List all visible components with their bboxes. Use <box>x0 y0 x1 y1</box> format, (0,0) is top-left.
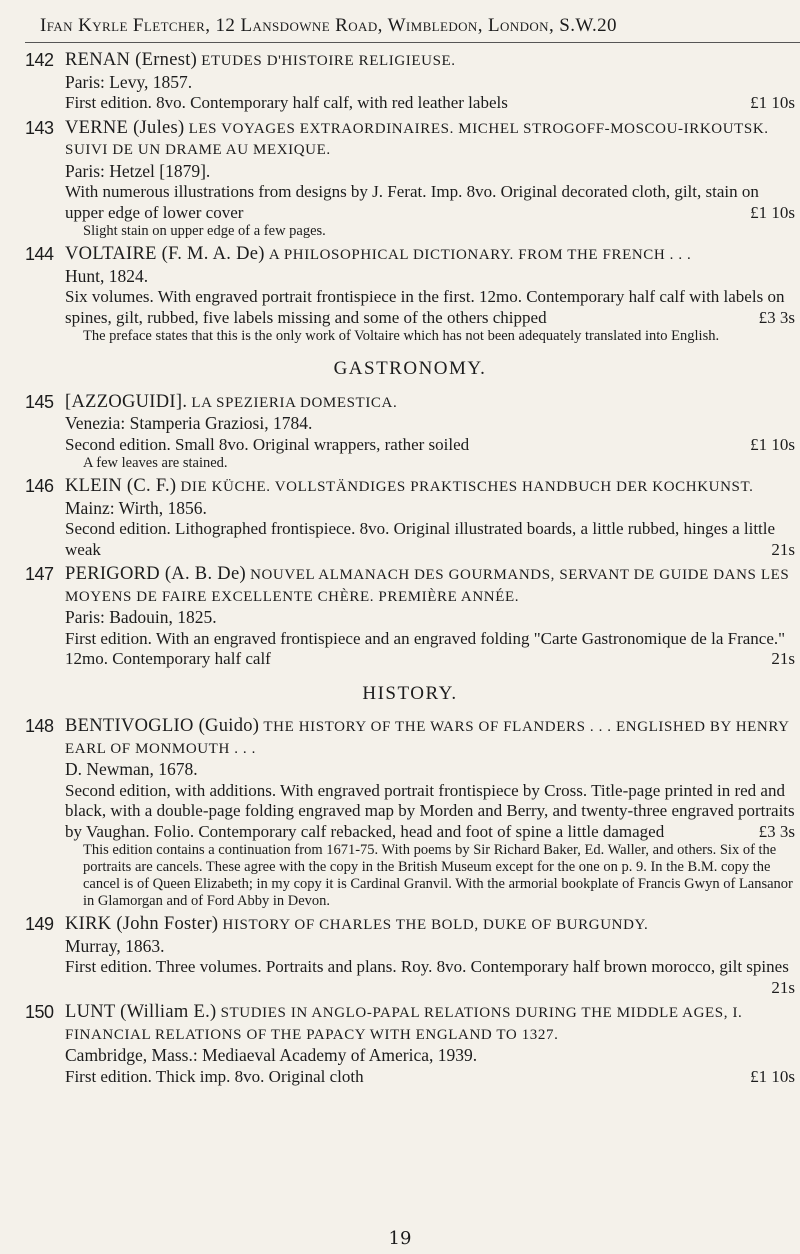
catalogue-entry <box>25 914 795 998</box>
entry-imprint: Cambridge, Mass.: Mediaeval Academy of America, 1939. <box>65 1045 478 1065</box>
header-rule <box>25 42 800 43</box>
entry-title: STUDIES IN ANGLO-PAPAL RELATIONS DURING THE MIDDLE AGES, I. FINANCIAL RELATIONS OF THE PAPACY WITH ENGLAND TO 1327. <box>65 1005 743 1043</box>
entry-number: 146 <box>25 476 54 496</box>
entry-title: NOUVEL ALMANACH DES GOURMANDS, SERVANT DE GUIDE DANS LES MOYENS DE FAIRE EXCELLENTE CHÈRE. PREMIÈRE ANNÉE. <box>65 567 790 605</box>
entry-imprint: Paris: Hetzel [1879]. <box>65 160 211 181</box>
entry-price: 21s <box>771 977 795 997</box>
entry-imprint: Hunt, 1824. <box>65 265 149 286</box>
catalogue-entry <box>25 564 795 670</box>
entry-number: 150 <box>25 1002 54 1022</box>
entry-author: VERNE (Jules) <box>65 117 185 138</box>
entry-author: PERIGORD (A. B. De) <box>65 564 246 584</box>
entry-body <box>65 118 795 241</box>
entry-body <box>65 716 795 910</box>
entry-title: DIE KÜCHE. VOLLSTÄNDIGES PRAKTISCHES HANDBUCH DER KOCHKUNST. <box>180 479 754 495</box>
catalogue-entry <box>25 244 795 345</box>
entry-body <box>65 914 795 998</box>
entry-note: A few leaves are stained. <box>83 455 228 471</box>
entry-title: A PHILOSOPHICAL DICTIONARY. FROM THE FRENCH . . . <box>268 247 692 263</box>
section-heading: GASTRONOMY. <box>333 358 487 379</box>
entry-author: VOLTAIRE (F. M. A. De) <box>65 244 265 264</box>
entry-imprint: Venezia: Stamperia Graziosi, 1784. <box>65 413 313 433</box>
catalogue-content <box>25 50 795 1091</box>
entry-price: £1 10s <box>750 93 795 112</box>
catalogue-entry <box>25 716 795 910</box>
entry-description: Second edition. Lithographed frontispiece. 8vo. Original illustrated boards, a little rubbed, hinges a little weak <box>65 519 776 559</box>
entry-description: First edition. With an engraved frontispiece and an engraved folding "Carte Gastronomique de la France." 12mo. Contemporary half calf <box>65 628 786 668</box>
catalogue-entry <box>25 476 795 560</box>
entry-imprint: Murray, 1863. <box>65 935 165 956</box>
entry-body <box>65 392 795 473</box>
entry-number: 148 <box>25 716 54 736</box>
entry-title: LES VOYAGES EXTRAORDINAIRES. MICHEL STROGOFF-MOSCOU-IRKOUTSK. SUIVI DE UN DRAME AU MEXIQUE. <box>65 120 769 158</box>
entry-author: [AZZOGUIDI]. <box>65 391 188 412</box>
entry-description: First edition. Thick imp. 8vo. Original cloth <box>65 1066 364 1086</box>
entry-body <box>65 244 795 345</box>
entry-number: 143 <box>25 117 54 138</box>
entry-body <box>65 476 795 560</box>
entry-title: LA SPEZIERIA DOMESTICA. <box>191 394 398 411</box>
entry-price: £3 3s <box>758 821 795 841</box>
entry-imprint: Paris: Badouin, 1825. <box>65 607 217 627</box>
section-heading: HISTORY. <box>362 682 458 704</box>
entry-note: This edition contains a continuation from 1671-75. With poems by Sir Richard Baker, Ed. Waller, and others. Six of the portraits are cancels. These agree with the copy in the British Museum except for the one on p. 9. In the B.M. copy the cancel is of Queen Elizabeth; in my copy it is Cardinal Granvil. With the armorial bookplate of Francis Gwyn of Lansanor in Glamorgan and of Ford Abby in Devon. <box>83 842 793 909</box>
entry-description: First edition. Three volumes. Portraits and plans. Roy. 8vo. Contemporary half brown morocco, gilt spines <box>65 957 789 976</box>
entry-body <box>65 1002 795 1087</box>
entry-description: First edition. 8vo. Contemporary half calf, with red leather labels <box>65 93 508 112</box>
entry-title: THE HISTORY OF THE WARS OF FLANDERS . . . ENGLISHED BY HENRY EARL OF MONMOUTH . . . <box>65 719 790 757</box>
entry-imprint: Paris: Levy, 1857. <box>65 71 193 92</box>
catalogue-entry <box>25 118 795 241</box>
entry-author: KIRK (John Foster) <box>65 914 219 934</box>
entry-imprint: Mainz: Wirth, 1856. <box>65 497 207 518</box>
entry-price: £1 10s <box>750 202 795 222</box>
entry-price: £3 3s <box>758 307 795 327</box>
entry-number: 149 <box>25 914 54 934</box>
entry-description: Six volumes. With engraved portrait frontispiece in the first. 12mo. Contemporary half calf with labels on spines, gilt, rubbed, five labels missing and some of the others chipped <box>65 287 785 327</box>
entry-note: The preface states that this is the only work of Voltaire which has not been adequately translated into English. <box>83 328 720 344</box>
entry-imprint: D. Newman, 1678. <box>65 759 198 779</box>
catalogue-entry <box>25 392 795 473</box>
entry-body <box>65 50 795 114</box>
entry-price: 21s <box>771 649 795 668</box>
entry-body <box>65 564 795 670</box>
entry-price: £1 10s <box>750 434 795 454</box>
entry-number: 145 <box>25 391 54 412</box>
catalogue-entry <box>25 1002 795 1087</box>
entry-number: 144 <box>25 244 54 264</box>
entry-title: HISTORY OF CHARLES THE BOLD, DUKE OF BURGUNDY. <box>222 917 649 933</box>
page-number: 19 <box>388 1228 412 1249</box>
entry-title: ETUDES D'HISTOIRE RELIGIEUSE. <box>201 53 456 69</box>
entry-author: RENAN (Ernest) <box>65 50 198 70</box>
entry-price: 21s <box>771 539 795 559</box>
entry-author: LUNT (William E.) <box>65 1002 217 1022</box>
page-header: Ifan Kyrle Fletcher, 12 Lansdowne Road, Wimbledon, London, S.W.20 <box>40 15 617 36</box>
entry-description: Second edition, with additions. With engraved portrait frontispiece by Cross. Title-page printed in red and black, with a double-page folding engraved map by Morden and Berry, and twenty-three engraved portraits by Vaughan. Folio. Contemporary calf rebacked, head and foot of spine a little damaged <box>65 780 795 841</box>
entry-number: 142 <box>25 50 54 70</box>
entry-description: With numerous illustrations from designs by J. Ferat. Imp. 8vo. Original decorated cloth, gilt, stain on upper edge of lower cover <box>65 182 759 222</box>
entry-author: BENTIVOGLIO (Guido) <box>65 716 260 736</box>
entry-note: Slight stain on upper edge of a few pages. <box>83 223 326 239</box>
entry-author: KLEIN (C. F.) <box>65 476 177 496</box>
catalogue-entry <box>25 50 795 114</box>
entry-price: £1 10s <box>750 1066 795 1086</box>
entry-number: 147 <box>25 564 54 584</box>
entry-description: Second edition. Small 8vo. Original wrappers, rather soiled <box>65 434 470 454</box>
